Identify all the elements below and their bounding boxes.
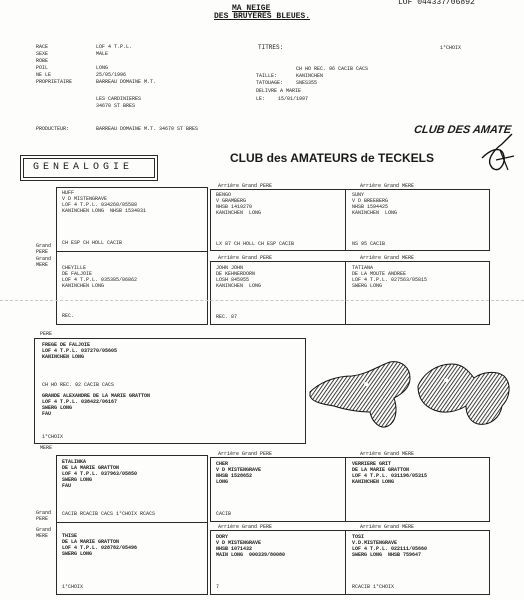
ag4-dam-info: TOSI V.D.MISTENGRAVE LOF 4 T.P.L. 022111/05660 SWERG LONG NHSB 759647: [352, 534, 428, 558]
value-proprietaire: BARREAU DOMAINE M.T.: [96, 79, 157, 85]
divider: [345, 261, 346, 325]
ag1-dam-info: CHER V D MISTENGRAVE NHSB 1528652 LONG: [216, 461, 262, 485]
grand-pere-paternal-info: HUFF V D MISTENGRAVE LOF 4 T.P.L. 034260/05588 KANINCHEN LONG NHSB 1534031: [62, 190, 147, 214]
ag4-sire-info: TATIANA DE LA MOUTE ANDREE LOF 4 T.P.L. 027563/05815 SWERG LONG: [352, 265, 428, 289]
grand-mere-maternal-titles: 1°CHOIX: [62, 584, 84, 590]
club-title: CLUB des AMATEURS de TECKELS: [230, 151, 435, 165]
divider: [56, 251, 208, 252]
dachshund-logo-icon: [478, 130, 518, 180]
label-sexe: SEXE: [36, 51, 49, 57]
ag2-dam-info: VERRIERE GRIT DE LA MARIE GRATTON LOF 4 T.P.L. 031196/05315 KANINCHEN LONG: [352, 461, 428, 485]
club-logo: CLUB DES AMATE: [413, 124, 513, 136]
genealogie-label: GENEALOGIE: [33, 162, 134, 173]
label-tatouage: TATOUAGE:: [256, 80, 284, 86]
grand-mere-paternal-titles: REC.: [62, 313, 75, 319]
lof-number: LOF 044337/06892: [398, 0, 475, 7]
label-grand-mere: Grand MERE: [36, 256, 52, 268]
ag2-sire-titles: NS 95 CACIB: [352, 241, 386, 247]
ag1-sire-titles: LX 87 CH HOLL CH ESP CACIB: [216, 241, 295, 247]
ag1-dam-titles: CACIB: [216, 511, 232, 517]
ag3-dam-info: DORY V D MISTENGRAVE NHSB 1071432 MAIN LONG 000339/80080: [216, 534, 286, 558]
divider: [345, 530, 346, 595]
label-ne-le: NE LE: [36, 72, 52, 78]
label-robe: ROBE: [36, 58, 49, 64]
genealogie-box: [20, 155, 158, 181]
fold-line: [0, 300, 524, 301]
divider: [56, 522, 208, 523]
value-race: LOF 4 T.P.L.: [96, 44, 133, 50]
pere-choix: 1°CHOIX: [42, 434, 64, 440]
label-ag-mere-2: Arrière Grand MERE: [360, 255, 415, 261]
ag1-sire-info: BENGO V GRAMBERG NHSB 1419270 KANINCHEN LONG: [216, 192, 262, 216]
label-race: RACE: [36, 44, 49, 50]
divider: [345, 189, 346, 251]
ag3-sire-info: JOHN JOHN DE KEHNERDORN LOSH 845955 KANINCHEN LONG: [216, 265, 262, 289]
label-ag-pere-2: Arrière Grand PERE: [218, 255, 273, 261]
grand-mere-maternal-info: THISE DE LA MARIE GRATTON LOF 4 T.P.L. 028782/05496 SWERG LONG: [62, 533, 138, 557]
label-taille: TAILLE:: [256, 73, 278, 79]
dog-name-line1: MA NEIGE: [232, 4, 271, 13]
dachshund-heads-illustration-icon: [306, 356, 514, 432]
label-grand-pere-2: Grand PERE: [36, 510, 52, 522]
value-producteur: BARREAU DOMAINE M.T. 34670 ST BRES: [96, 126, 199, 132]
pere-dam-info: GRANDE ALEXANDRE DE LA MARIE GRATTON LOF 4 T.P.L. 038422/06167 SWERG LONG FAU: [42, 393, 151, 417]
grand-pere-paternal-titles: CH ESP CH HOLL CACIB: [62, 240, 123, 246]
label-poil: POIL: [36, 65, 49, 71]
label-grand-mere-2: Grand MERE: [36, 527, 52, 539]
detail-delivre: DELIVRE A MARIE: [256, 88, 302, 94]
label-ag-pere-1: Arrière Grand PERE: [218, 183, 273, 189]
address-line2: 34670 ST BRES: [96, 103, 136, 109]
divider: [345, 457, 346, 522]
label-ag-mere-3: Arrière Grand MERE: [360, 451, 415, 457]
grand-mere-paternal-info: CHEYILLE DE FALJOIE LOF 4 T.P.L. 035385/06862 KANINCHEN LONG: [62, 265, 138, 289]
ag3-dam-titles: 7: [216, 584, 220, 590]
value-poil: LONG: [96, 65, 109, 71]
label-ag-pere-4: Arrière Grand PERE: [218, 524, 273, 530]
label-mere: MERE: [40, 445, 53, 451]
pere-titles: CH HO REC. 92 CACIB CACS: [42, 382, 115, 388]
ag2-sire-info: SUNY V D BREEBERG NHSB 1594425 KANINCHEN LONG: [352, 192, 398, 216]
label-grand-pere: Grand PERE: [36, 243, 52, 255]
label-proprietaire: PROPRIETAIRE: [36, 79, 73, 85]
ag4-dam-titles: RCACIB 1°CHOIX: [352, 584, 395, 590]
label-le: LE:: [256, 96, 266, 102]
detail-titles: CH HO REC. 96 CACIB CACS: [296, 66, 369, 72]
detail-tatouage: SNES355: [296, 80, 318, 86]
value-ne-le: 25/05/1996: [96, 72, 127, 78]
label-ag-mere-4: Arrière Grand MERE: [360, 524, 415, 530]
detail-le: 15/01/1997: [278, 96, 309, 102]
label-titres: TITRES:: [258, 44, 284, 51]
ag3-sire-titles: REC. 87: [216, 314, 238, 320]
value-titres: 1°CHOIX: [440, 45, 462, 51]
value-sexe: MALE: [96, 51, 109, 57]
mere-titles: CACIB RCACIB CACS 1°CHOIX RCACS: [62, 511, 156, 517]
detail-taille: KANINCHEN: [296, 73, 324, 79]
mere-info: ETALINKA DE LA MARIE GRATTON LOF 4 T.P.L. 037963/05850 SWERG LONG FAU: [62, 459, 138, 489]
address-line1: LES CARDINIERES: [96, 96, 142, 102]
dog-name-line2: DES BRUYERES BLEUES.: [214, 12, 311, 21]
pere-info: FREGE DE FALJOIE LOF 4 T.P.L. 037270/05605 KANINCHEN LONG: [42, 342, 118, 360]
label-pere: PERE: [40, 331, 53, 337]
label-producteur: PRODUCTEUR:: [36, 126, 70, 132]
label-ag-mere-1: Arrière Grand MERE: [360, 183, 415, 189]
label-ag-pere-3: Arrière Grand PERE: [218, 451, 273, 457]
